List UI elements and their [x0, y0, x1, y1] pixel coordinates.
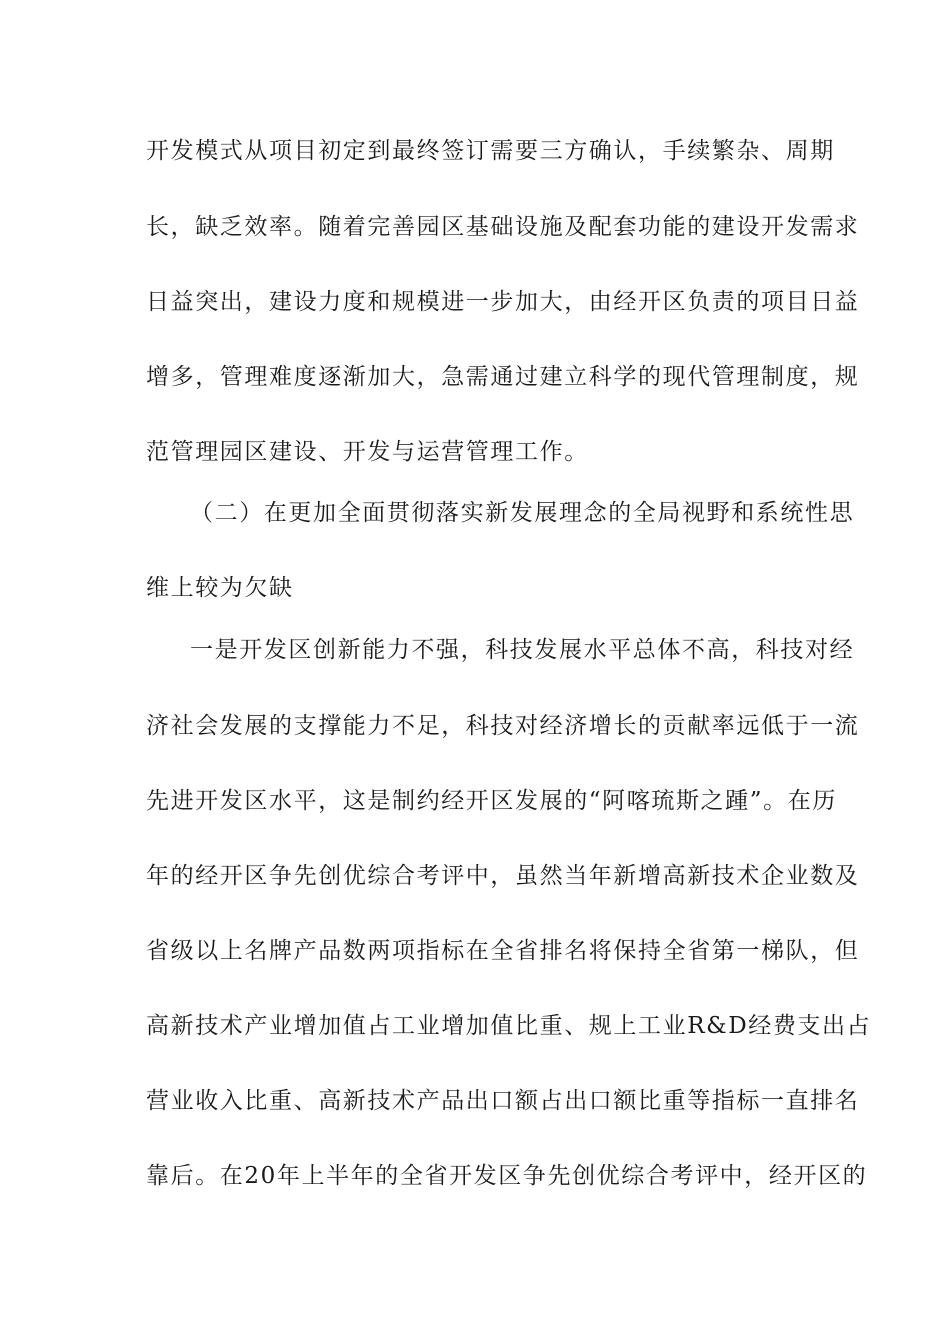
- paragraph-line: 长，缺乏效率。随着完善园区基础设施及配套功能的建设开发需求: [146, 214, 860, 240]
- paragraph-line: 开发模式从项目初定到最终签订需要三方确认，手续繁杂、周期: [146, 138, 835, 164]
- paragraph-line: 一是开发区创新能力不强，科技发展水平总体不高，科技对经: [190, 637, 855, 663]
- paragraph-line: 日益突出，建设力度和规模进一步加大，由经开区负责的项目日益: [146, 289, 860, 315]
- paragraph-line: 范管理园区建设、开发与运营管理工作。: [146, 439, 589, 465]
- paragraph-line: 营业收入比重、高新技术产品出口额占出口额比重等指标一直排名: [146, 1088, 860, 1114]
- paragraph-line: 高新技术产业增加值占工业增加值比重、规上工业R&D经费支出占: [146, 1013, 872, 1039]
- section-heading-line: 维上较为欠缺: [146, 575, 294, 601]
- paragraph-line: 年的经开区争先创优综合考评中，虽然当年新增高新技术企业数及: [146, 863, 860, 889]
- paragraph-line: 靠后。在20年上半年的全省开发区争先创优综合考评中，经开区的: [146, 1163, 868, 1189]
- paragraph-line: 济社会发展的支撑能力不足，科技对经济增长的贡献率远低于一流: [146, 713, 860, 739]
- paragraph-line: 先进开发区水平，这是制约经开区发展的“阿喀琉斯之踵”。在历: [146, 788, 837, 814]
- paragraph-line: 省级以上名牌产品数两项指标在全省排名将保持全省第一梯队，但: [146, 938, 860, 964]
- section-heading-line: （二）在更加全面贯彻落实新发展理念的全局视野和系统性思: [190, 500, 855, 526]
- paragraph-line: 增多，管理难度逐渐加大，急需通过建立科学的现代管理制度，规: [146, 364, 860, 390]
